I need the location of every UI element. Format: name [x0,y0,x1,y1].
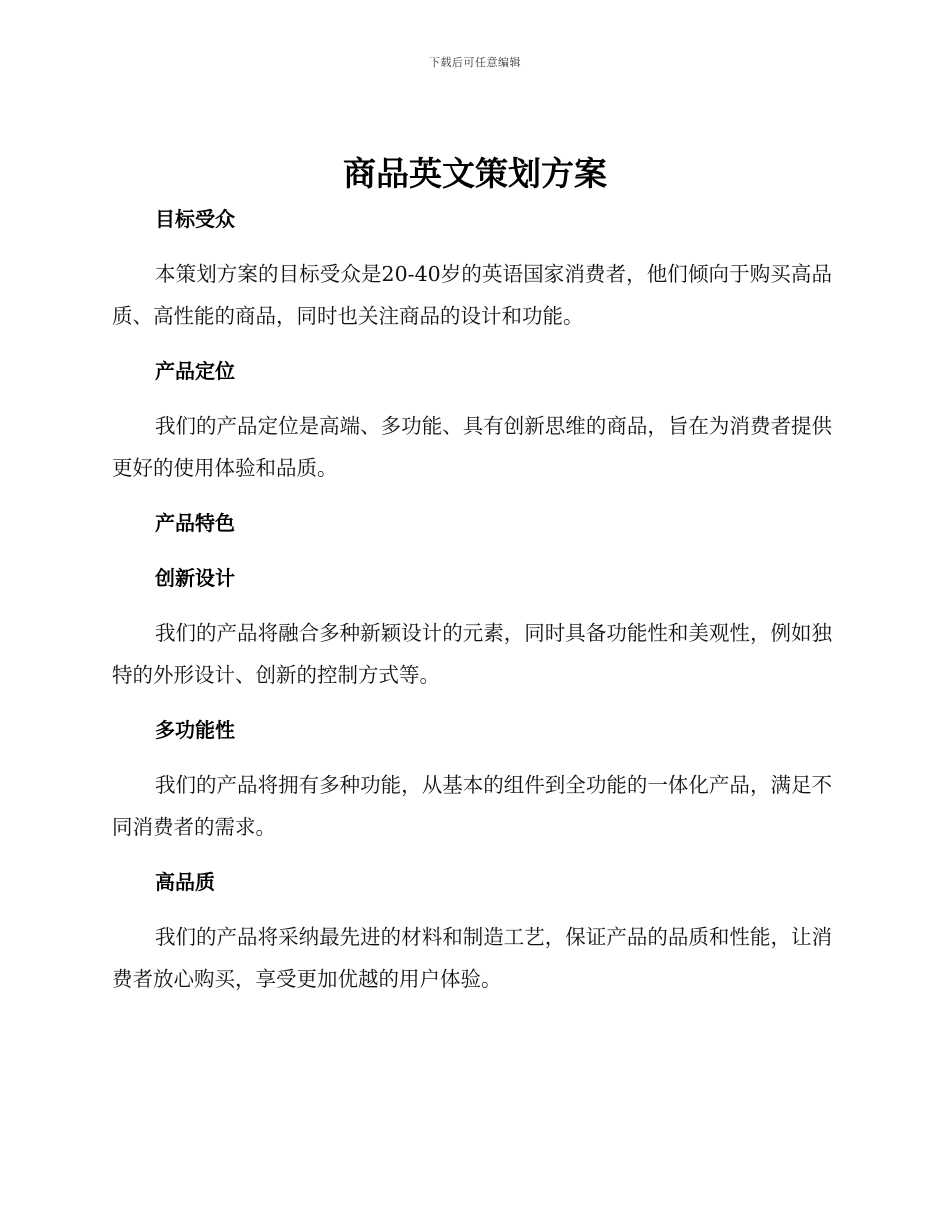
heading-innovative-design: 创新设计 [155,566,235,590]
header-note: 下载后可任意编辑 [429,56,521,69]
heading-target-audience: 目标受众 [155,207,235,231]
heading-high-quality: 高品质 [155,870,215,894]
paragraph-high-quality: 我们的产品将采纳最先进的材料和制造工艺，保证产品的品质和性能，让消费者放心购买，享受更加优越的用户体验。 [112,925,832,991]
paragraph-product-positioning: 我们的产品定位是高端、多功能、具有创新思维的商品，旨在为消费者提供更好的使用体验和品质。 [112,414,832,480]
heading-multifunctionality: 多功能性 [155,718,235,742]
paragraph-multifunctionality: 我们的产品将拥有多种功能，从基本的组件到全功能的一体化产品，满足不同消费者的需求。 [112,773,832,839]
paragraph-innovative-design: 我们的产品将融合多种新颖设计的元素，同时具备功能性和美观性，例如独特的外形设计、创新的控制方式等。 [112,621,832,687]
heading-product-positioning: 产品定位 [155,359,235,383]
heading-product-features: 产品特色 [155,511,235,535]
paragraph-target-audience: 本策划方案的目标受众是20-40岁的英语国家消费者，他们倾向于购买高品质、高性能的商品，同时也关注商品的设计和功能。 [112,262,832,328]
document-title: 商品英文策划方案 [343,154,607,193]
